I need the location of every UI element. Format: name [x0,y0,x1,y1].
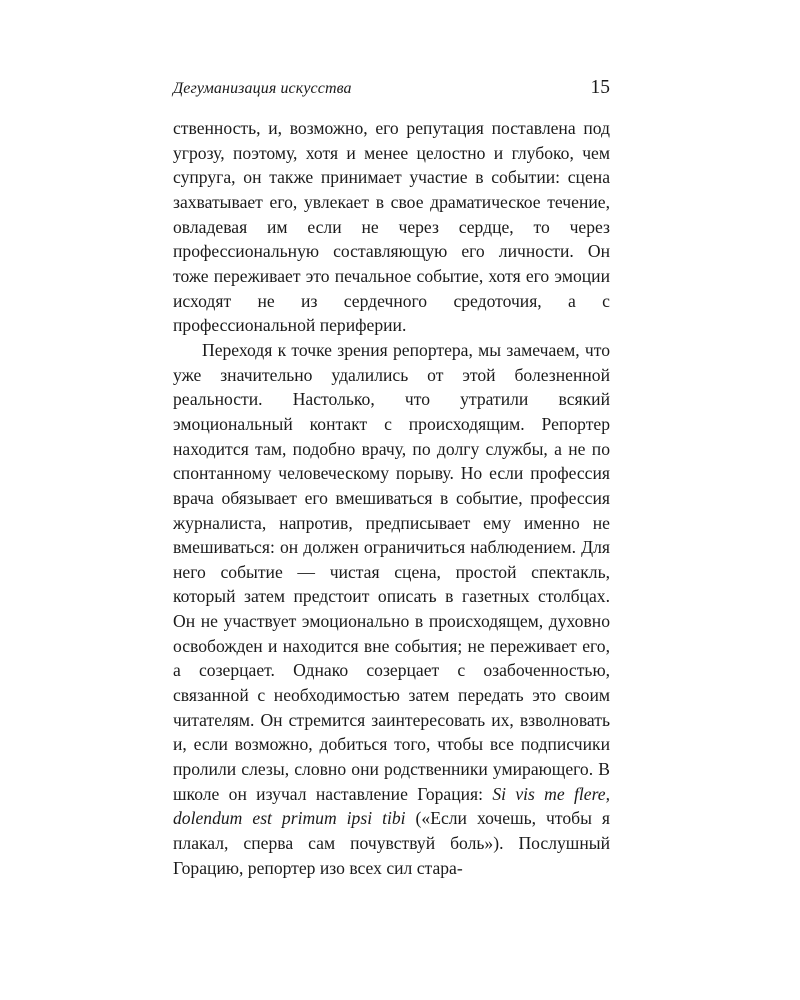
paragraph-continuation: ственность, и, возможно, его репутация поставлена под угрозу, поэтому, хотя и менее целостно и глубоко, чем супруга, он также принимает участие в событии: сцена захватывает его, увлекает в свое драматическое течение, овладевая им если не через сердце, то через профессиональную составляющую его личности. Он тоже переживает это печальное событие, хотя его эмоции исходят не из сердечного средоточия, а с профессиональной периферии. [173,118,610,336]
page-number: 15 [590,77,610,98]
paragraph-text-before-quote: Переходя к точке зрения репортера, мы замечаем, что уже значительно удалились от этой болезненной реальности. Настолько, что утратили всякий эмоциональный контакт с происходящим. Репортер находится там, подобно врачу, по долгу службы, а не по спонтанному человеческому порыву. Но если профессия врача обязывает его вмешиваться в событие, профессия журналиста, напротив, предписывает ему именно не вмешиваться: он должен ограничиться наблюдением. Для него событие — чистая сцена, простой спектакль, который затем предстоит описать в газетных столбцах. Он не участвует эмоционально в происходящем, духовно освобожден и находится вне события; не переживает его, а созерцает. Однако созерцает с озабоченностью, связанной с необходимостью затем передать это своим читателям. Он стремится заинтересовать их, взволновать и, если возможно, добиться того, чтобы все подписчики пролили слезы, словно они родственники умирающего. В школе он изучал наставление Горация: [173,339,610,804]
paragraph-reporter [173,338,610,880]
paragraph-text-after-quote: («Если хочешь, чтобы я плакал, сперва сам почувствуй боль»). Послушный Горацию, репортер изо всех сил стара- [173,808,610,878]
page-body [173,116,610,880]
page-header [173,76,610,102]
running-title: Дегуманизация искусства [173,80,352,97]
latin-quote: Si vis me flere, dolendum est primum ipsi tibi [173,783,610,829]
